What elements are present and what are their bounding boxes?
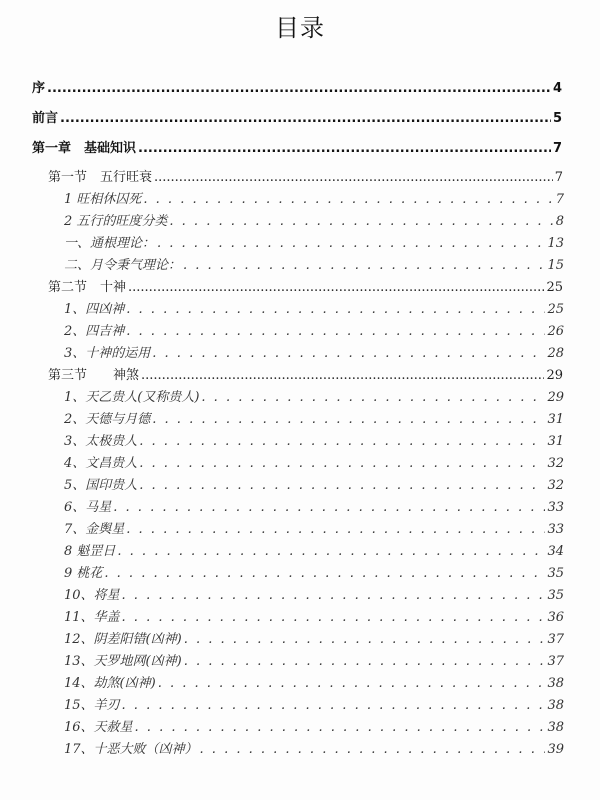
dot-leader xyxy=(122,610,546,625)
toc-page-number: 8 xyxy=(555,214,564,229)
dot-leader xyxy=(117,544,545,559)
dot-leader xyxy=(122,698,546,713)
toc-section-entry[interactable] xyxy=(48,364,563,383)
toc-subsection-entry[interactable] xyxy=(64,650,564,669)
toc-page-number: 38 xyxy=(547,698,564,713)
toc-page-number: 25 xyxy=(546,280,563,295)
toc-entry-label: 11、华盖 xyxy=(64,610,120,625)
dot-leader xyxy=(60,111,551,126)
toc-subsection-entry[interactable] xyxy=(64,738,564,757)
toc-page-number: 25 xyxy=(547,302,564,317)
dot-leader xyxy=(138,141,551,156)
dot-leader xyxy=(201,390,545,405)
toc-page-number: 38 xyxy=(547,676,564,691)
toc-entry-label: 序 xyxy=(32,81,46,96)
dot-leader xyxy=(122,588,546,603)
toc-page-number: 39 xyxy=(547,742,564,757)
toc-subsection-entry[interactable] xyxy=(64,562,564,581)
toc-entry-label: 第二节 十神 xyxy=(48,280,127,295)
toc-entry-label: 一、通根理论： xyxy=(64,236,156,251)
toc-entry-label: 7、金舆星 xyxy=(64,522,125,537)
dot-leader xyxy=(143,192,553,207)
dot-leader xyxy=(139,434,545,449)
toc-page-number: 32 xyxy=(547,478,564,493)
toc-entry-label: 3、太极贵人 xyxy=(64,434,138,449)
toc-entry-label: 二、月令秉气理论： xyxy=(64,258,182,273)
toc-entry-label: 6、马星 xyxy=(64,500,112,515)
dot-leader xyxy=(152,346,545,361)
toc-page-number: 13 xyxy=(547,236,564,251)
dot-leader xyxy=(152,412,545,427)
toc-page-number: 7 xyxy=(554,170,563,185)
toc-entry-label: 17、十恶大败（凶神） xyxy=(64,742,198,757)
dot-leader xyxy=(158,676,546,691)
dot-leader xyxy=(104,566,545,581)
toc-entry-label: 15、羊刃 xyxy=(64,698,120,713)
toc-page-number: 33 xyxy=(547,522,564,537)
dot-leader xyxy=(141,368,544,383)
toc-entry-label: 13、天罗地网(凶神) xyxy=(64,654,182,669)
dot-leader xyxy=(126,324,545,339)
toc-page-number: 7 xyxy=(555,192,564,207)
toc-subsection-entry[interactable] xyxy=(64,342,564,361)
toc-page-number: 38 xyxy=(547,720,564,735)
toc-section-entry[interactable] xyxy=(48,276,563,295)
toc-subsection-entry[interactable] xyxy=(64,254,564,273)
toc-page-number: 31 xyxy=(547,434,564,449)
toc-page-number: 31 xyxy=(547,412,564,427)
toc-page-number: 29 xyxy=(547,390,564,405)
dot-leader xyxy=(154,170,553,185)
toc-entry-label: 5、国印贵人 xyxy=(64,478,138,493)
toc-subsection-entry[interactable] xyxy=(64,584,564,603)
toc-chapter-entry[interactable] xyxy=(32,77,562,96)
toc-entry-label: 第三节 神煞 xyxy=(48,368,140,383)
toc-entry-label: 前言 xyxy=(32,111,59,126)
toc-entry-label: 2、天德与月德 xyxy=(64,412,151,427)
toc-page-number: 29 xyxy=(546,368,563,383)
toc-subsection-entry[interactable] xyxy=(64,716,564,735)
toc-page-number: 26 xyxy=(547,324,564,339)
toc-page-number: 28 xyxy=(547,346,564,361)
toc-page-number: 5 xyxy=(552,111,562,126)
toc-subsection-entry[interactable] xyxy=(64,210,564,229)
toc-subsection-entry[interactable] xyxy=(64,386,564,405)
dot-leader xyxy=(184,654,546,669)
toc-subsection-entry[interactable] xyxy=(64,188,564,207)
toc-entry-label: 12、阴差阳错(凶神) xyxy=(64,632,182,647)
toc-subsection-entry[interactable] xyxy=(64,452,564,471)
toc-subsection-entry[interactable] xyxy=(64,606,564,625)
toc-entry-label: 1 旺相休囚死 xyxy=(64,192,142,207)
toc-title: 目录 xyxy=(275,14,325,42)
toc-subsection-entry[interactable] xyxy=(64,320,564,339)
toc-page-number: 33 xyxy=(547,500,564,515)
dot-leader xyxy=(113,500,545,515)
toc-entry-label: 14、劫煞(凶神) xyxy=(64,676,156,691)
dot-leader xyxy=(128,280,544,295)
dot-leader xyxy=(157,236,545,251)
dot-leader xyxy=(184,632,546,647)
dot-leader xyxy=(126,522,545,537)
toc-page-number: 32 xyxy=(547,456,564,471)
toc-page-number: 7 xyxy=(552,141,562,156)
dot-leader xyxy=(139,478,545,493)
dot-leader xyxy=(126,302,545,317)
dot-leader xyxy=(200,742,546,757)
toc-subsection-entry[interactable] xyxy=(64,540,564,559)
toc-subsection-entry[interactable] xyxy=(64,628,564,647)
toc-entry-label: 3、十神的运用 xyxy=(64,346,151,361)
toc-page-number: 15 xyxy=(547,258,564,273)
toc-section-entry[interactable] xyxy=(48,166,563,185)
toc-entry-label: 1、四凶神 xyxy=(64,302,125,317)
toc-entry-label: 2、四吉神 xyxy=(64,324,125,339)
toc-entry-label: 4、文昌贵人 xyxy=(64,456,138,471)
toc-page-number: 36 xyxy=(547,610,564,625)
dot-leader xyxy=(139,456,545,471)
toc-page-number: 35 xyxy=(547,566,564,581)
toc-entry-label: 2 五行的旺度分类 xyxy=(64,214,168,229)
toc-chapter-entry[interactable] xyxy=(32,137,562,156)
toc-subsection-entry[interactable] xyxy=(64,694,564,713)
toc-entry-label: 第一节 五行旺衰 xyxy=(48,170,153,185)
toc-subsection-entry[interactable] xyxy=(64,298,564,317)
dot-leader xyxy=(135,720,546,735)
toc-subsection-entry[interactable] xyxy=(64,672,564,691)
toc-subsection-entry[interactable] xyxy=(64,496,564,515)
toc-entry-label: 9 桃花 xyxy=(64,566,103,581)
dot-leader xyxy=(47,81,551,96)
toc-page-number: 37 xyxy=(547,654,564,669)
toc-page-number: 34 xyxy=(547,544,564,559)
toc-entry-label: 16、天赦星 xyxy=(64,720,133,735)
toc-entry-label: 10、将星 xyxy=(64,588,120,603)
toc-entry-label: 第一章 基础知识 xyxy=(32,141,137,156)
toc-subsection-entry[interactable] xyxy=(64,408,564,427)
dot-leader xyxy=(169,214,553,229)
toc-page-number: 35 xyxy=(547,588,564,603)
toc-page-number: 37 xyxy=(547,632,564,647)
toc-page-number: 4 xyxy=(552,81,562,96)
toc-entry-label: 8 魁罡日 xyxy=(64,544,116,559)
toc-entry-label: 1、天乙贵人(又称贵人) xyxy=(64,390,200,405)
toc-subsection-entry[interactable] xyxy=(64,430,564,449)
toc-subsection-entry[interactable] xyxy=(64,474,564,493)
toc-subsection-entry[interactable] xyxy=(64,518,564,537)
toc-subsection-entry[interactable] xyxy=(64,232,564,251)
dot-leader xyxy=(183,258,545,273)
toc-chapter-entry[interactable] xyxy=(32,107,562,126)
